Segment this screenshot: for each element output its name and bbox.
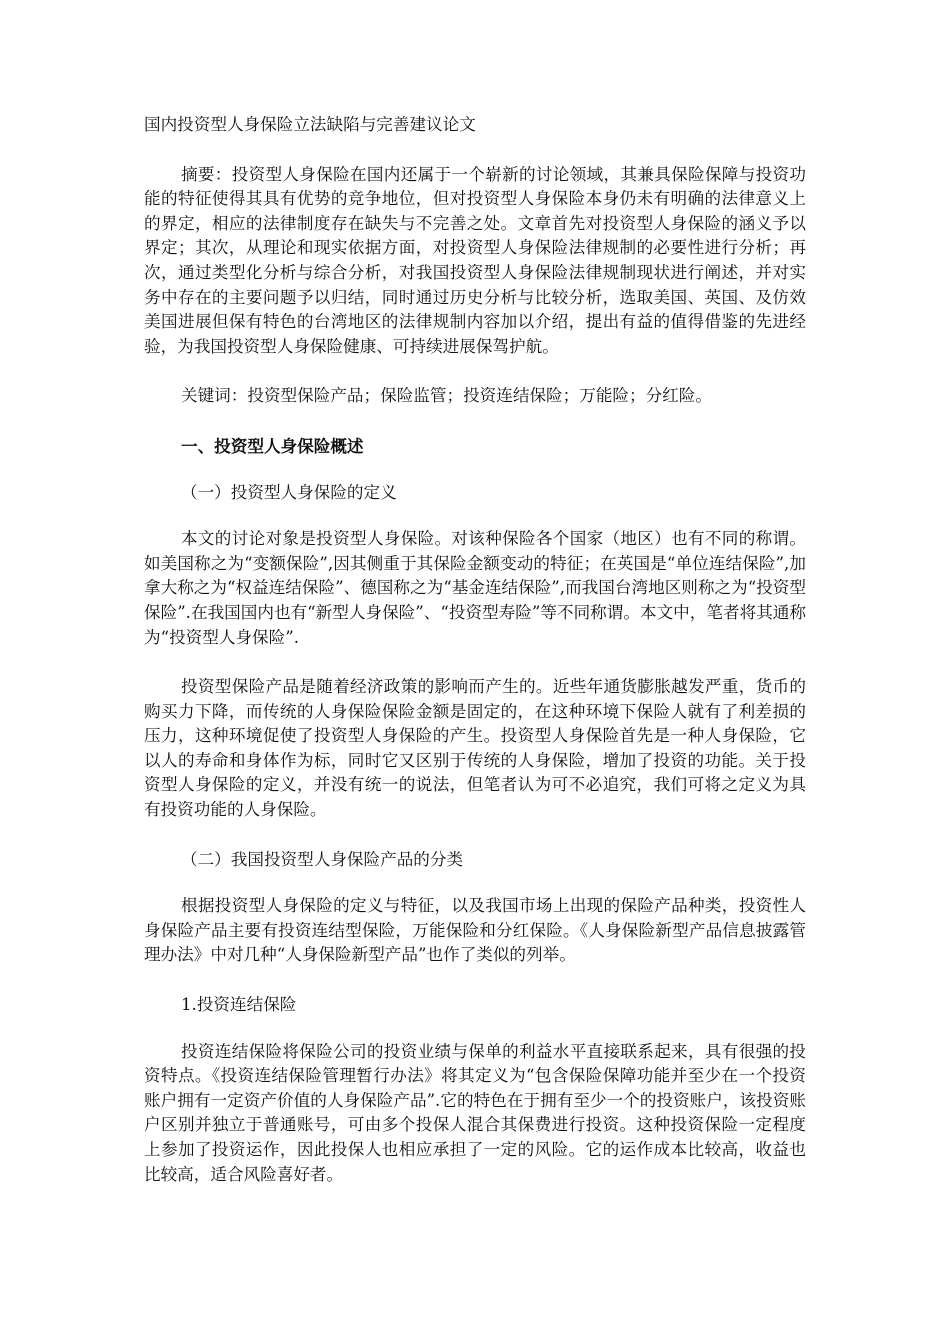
document-body (144, 113, 806, 1212)
body-paragraph: 本文的讨论对象是投资型人身保险。对该种保险各个国家（地区）也有不同的称谓。如美国称之为“变额保险”,因其侧重于其保险金额变动的特征；在英国是“单位连结保险”,加拿大称之为“权益连结保险”、德国称之为“基金连结保险”,而我国台湾地区则称之为“投资型保险”.在我国国内也有“新型人身保险”、“投资型寿险”等不同称谓。本文中，笔者将其通称为“投资型人身保险”. (144, 529, 806, 647)
abstract-paragraph: 摘要：投资型人身保险在国内还属于一个崭新的讨论领域，其兼具保险保障与投资功能的特征使得其具有优势的竞争地位，但对投资型人身保险本身仍未有明确的法律意义上的界定，相应的法律制度存在缺失与不完善之处。文章首先对投资型人身保险的涵义予以界定；其次，从理论和现实依据方面，对投资型人身保险法律规制的必要性进行分析；再次，通过类型化分析与综合分析，对我国投资型人身保险法律规制现状进行阐述，并对实务中存在的主要问题予以归结，同时通过历史分析与比较分析，选取美国、英国、及仿效美国进展但保有特色的台湾地区的法律规制内容加以介绍，提出有益的值得借鉴的先进经验，为我国投资型人身保险健康、可持续进展保驾护航。 (144, 164, 806, 356)
item-heading-unit-linked: 1.投资连结保险 (181, 995, 297, 1015)
keywords-paragraph: 关键词：投资型保险产品；保险监管；投资连结保险；万能险；分红险。 (181, 386, 712, 406)
body-paragraph: 投资连结保险将保险公司的投资业绩与保单的利益水平直接联系起来，具有很强的投资特点。《投资连结保险管理暂行办法》将其定义为“包含保险保障功能并至少在一个投资账户拥有一定资产价值的人身保险产品”.它的特色在于拥有至少一个的投资账户，该投资账户区别并独立于普通账号，可由多个投保人混合其保费进行投资。这种投资保险一定程度上参加了投资运作，因此投保人也相应承担了一定的风险。它的运作成本比较高，收益也比较高，适合风险喜好者。 (144, 1041, 806, 1184)
section-heading: 一、投资型人身保险概述 (181, 435, 364, 456)
subsection-heading-classification: （二）我国投资型人身保险产品的分类 (181, 849, 464, 869)
document-title: 国内投资型人身保险立法缺陷与完善建议论文 (144, 115, 476, 134)
subsection-heading-definition: （一）投资型人身保险的定义 (181, 482, 397, 502)
body-paragraph: 根据投资型人身保险的定义与特征，以及我国市场上出现的保险产品种类，投资性人身保险产品主要有投资连结型保险，万能保险和分红保险。《人身保险新型产品信息披露管理办法》中对几种“人身保险新型产品”也作了类似的列举。 (144, 896, 806, 965)
body-paragraph: 投资型保险产品是随着经济政策的影响而产生的。近些年通货膨胀越发严重，货币的购买力下降，而传统的人身保险保险金额是固定的，在这种环境下保险人就有了利差损的压力，这种环境促使了投资型人身保险的产生。投资型人身保险首先是一种人身保险，它以人的寿命和身体作为标，同时它又区别于传统的人身保险，增加了投资的功能。关于投资型人身保险的定义，并没有统一的说法，但笔者认为可不必追究，我们可将之定义为具有投资功能的人身保险。 (144, 677, 806, 820)
